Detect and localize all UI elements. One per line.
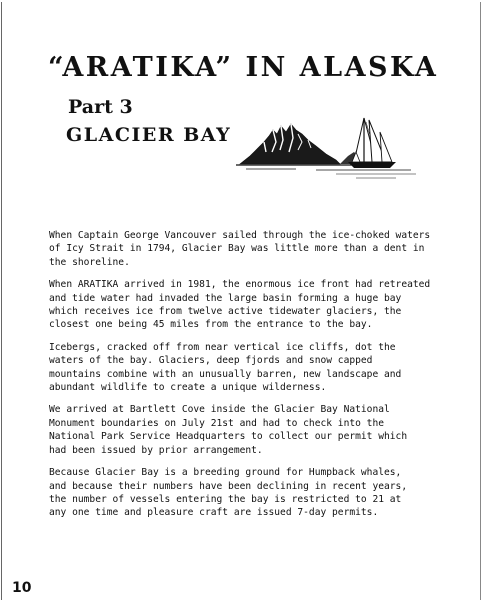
part-heading: Part 3 xyxy=(68,96,133,118)
paragraph-2: When ARATIKA arrived in 1981, the enormous ice front had retreated and tide water had invaded the large basin forming a huge bay which receives ice from twelve active tidewater glaciers, the closest one being 45 miles from the entrance to the bay. xyxy=(49,279,431,331)
article-body xyxy=(49,229,469,529)
paragraph-1: When Captain George Vancouver sailed through the ice-choked waters of Icy Strait in 1794, Glacier Bay was little more than a dent in the shoreline. xyxy=(49,230,431,268)
paragraph-5: Because Glacier Bay is a breeding ground for Humpback whales, and because their numbers have been declining in recent years, the number of vessels entering the bay is restricted to 21 at any one time and pleasure craft are issued 7-day permits. xyxy=(49,467,408,519)
article-title: “ARATIKA” IN ALASKA xyxy=(48,52,439,83)
section-subtitle: GLACIER BAY xyxy=(66,124,232,146)
page-number: 10 xyxy=(12,580,32,596)
paragraph-4: We arrived at Bartlett Cove inside the Glacier Bay National Monument boundaries on July 21st and had to check into the National Park Service Headquarters to collect our permit which had been issued by prior arrangement. xyxy=(49,404,408,456)
sailboat-mountains-icon xyxy=(236,112,418,184)
paragraph-3: Icebergs, cracked off from near vertical ice cliffs, dot the waters of the bay. Glaciers, deep fjords and snow capped mountains combine with an unusually barren, new landscape and abundant wildlife to create a unique wilderness. xyxy=(49,341,402,394)
